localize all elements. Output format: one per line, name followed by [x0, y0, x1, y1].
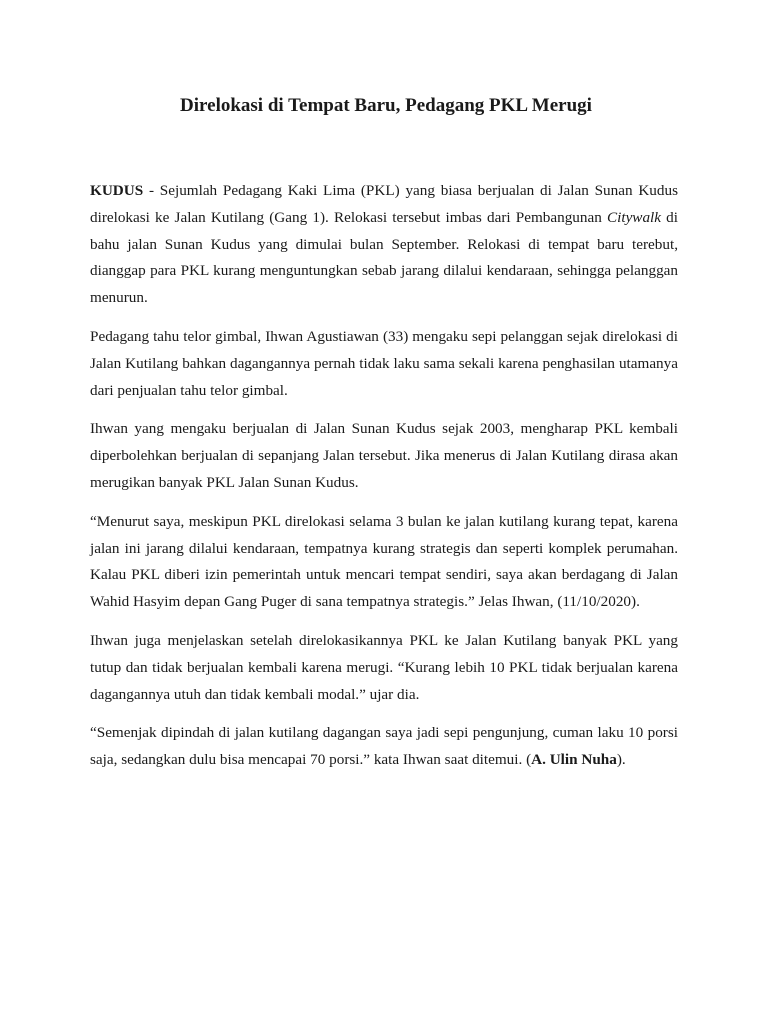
- paragraph-1: [90, 178, 678, 312]
- author-name: A. Ulin Nuha: [531, 751, 617, 769]
- paragraph-2: Pedagang tahu telor gimbal, Ihwan Agustiawan (33) mengaku sepi pelanggan sejak direlokasi di Jalan Kutilang bahkan dagangannya pernah tidak laku sama sekali karena penghasilan utamanya dari penjualan tahu telor gimbal.: [90, 327, 678, 399]
- paragraph-4: “Menurut saya, meskipun PKL direlokasi selama 3 bulan ke jalan kutilang kurang tepat, karena jalan ini jarang dilalui kendaraan, tempatnya kurang strategis dan seperti komplek perumahan. Kalau PKL diberi izin pemerintah untuk mencari tempat sendiri, saya akan berdagang di Jalan Wahid Hasyim depan Gang Puger di sana tempatnya strategis.” Jelas Ihwan, (11/10/2020).: [90, 512, 678, 611]
- document-page: [90, 0, 678, 786]
- paragraph-6-text: “Semenjak dipindah di jalan kutilang dagangan saya jadi sepi pengunjung, cuman laku 10 porsi saja, sedangkan dulu bisa mencapai 70 porsi.” kata Ihwan saat ditemui. (: [90, 724, 678, 769]
- article-title: Direlokasi di Tempat Baru, Pedagang PKL Merugi: [180, 95, 592, 116]
- paragraph-6: [90, 720, 678, 774]
- dateline: KUDUS: [90, 182, 144, 199]
- paragraph-3: Ihwan yang mengaku berjualan di Jalan Sunan Kudus sejak 2003, mengharap PKL kembali diperbolehkan berjualan di sepanjang Jalan tersebut. Jika menerus di Jalan Kutilang dirasa akan merugikan banyak PKL Jalan Sunan Kudus.: [90, 420, 678, 491]
- paragraph-6-end: ).: [616, 751, 626, 769]
- paragraph-1-text-a: - Sejumlah Pedagang Kaki Lima (PKL) yang biasa berjualan di Jalan Sunan Kudus direlokasi ke Jalan Kutilang (Gang 1). Relokasi tersebut imbas dari Pembangunan: [90, 182, 678, 226]
- paragraph-1-text-b: di bahu jalan Sunan Kudus yang dimulai bulan September. Relokasi di tempat baru terebut, dianggap para PKL kurang menguntungkan sebab jarang dilalui kendaraan, sehingga pelanggan menurun.: [90, 208, 678, 307]
- article-body: [90, 178, 678, 774]
- paragraph-5: Ihwan juga menjelaskan setelah direlokasikannya PKL ke Jalan Kutilang banyak PKL yang tutup dan tidak berjualan kembali karena merugi. “Kurang lebih 10 PKL tidak berjualan karena dagangannya utuh dan tidak kembali modal.” ujar dia.: [90, 631, 678, 703]
- citywalk-term: Citywalk: [607, 208, 661, 226]
